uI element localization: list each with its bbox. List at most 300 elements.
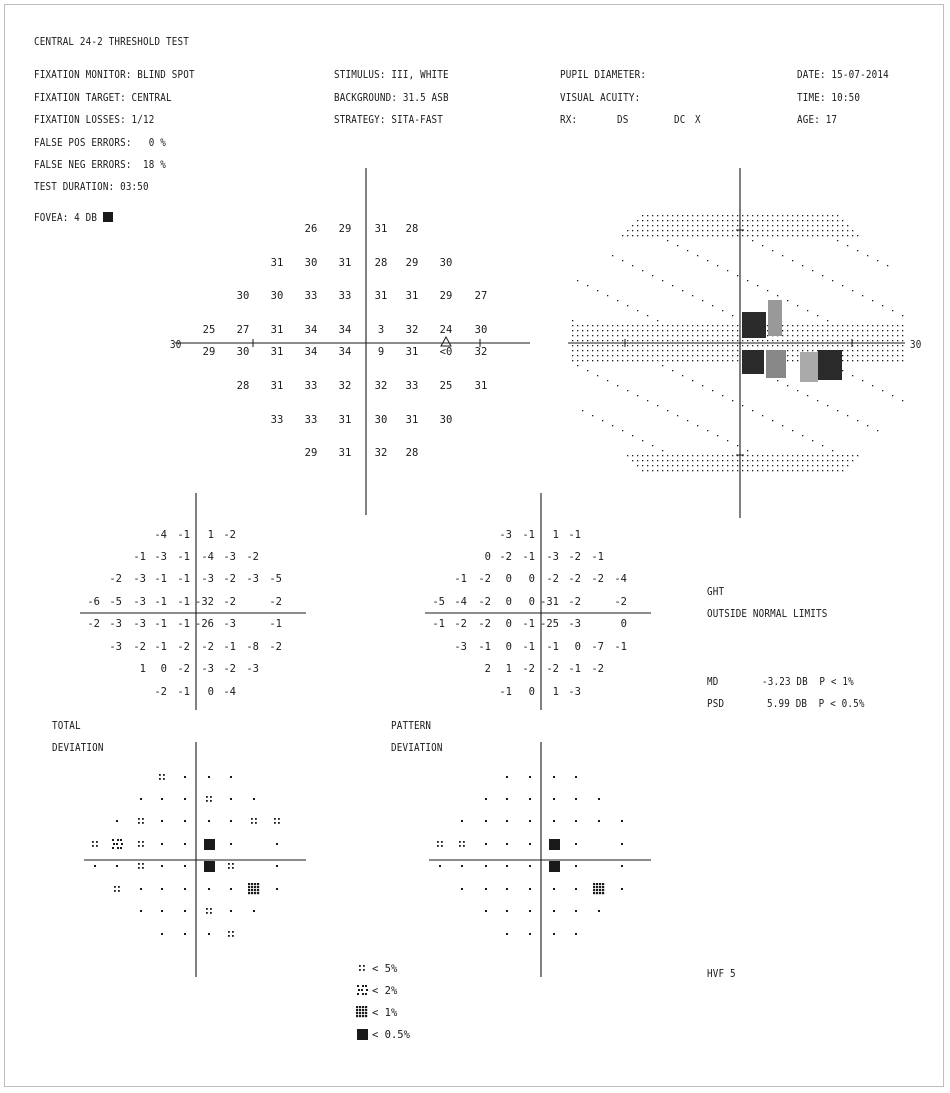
deviation-value: -7	[591, 641, 604, 653]
gray-dot	[742, 215, 743, 216]
deviation-value: -3	[568, 686, 581, 698]
gray-dot	[772, 455, 773, 456]
dot-mark	[94, 865, 96, 867]
gray-dot	[737, 465, 738, 466]
gray-dot	[697, 325, 698, 326]
gray-dot	[692, 235, 693, 236]
p05-mark	[357, 1029, 368, 1040]
gray-dot	[722, 345, 723, 346]
gray-dot	[632, 355, 633, 356]
gray-dot	[812, 345, 813, 346]
symbol-dot	[506, 776, 508, 778]
gray-dot	[887, 355, 888, 356]
gray-dot	[747, 470, 748, 471]
symbol-dot	[230, 888, 232, 890]
gray-dot	[632, 340, 633, 341]
gray-dot	[587, 350, 588, 351]
dot-mark	[621, 888, 623, 890]
p1-mark	[596, 886, 598, 888]
gray-dot	[587, 325, 588, 326]
gray-dot	[657, 455, 658, 456]
gray-dot	[727, 235, 728, 236]
gray-dot	[842, 220, 843, 221]
p1-mark	[257, 889, 259, 891]
gray-dot	[702, 220, 703, 221]
symbol-p5	[206, 796, 212, 802]
symbol-dot	[184, 865, 186, 867]
gray-dot	[842, 335, 843, 336]
gray-dot	[862, 360, 863, 361]
gray-dot	[732, 340, 733, 341]
gray-dot	[817, 235, 818, 236]
gray-dot	[802, 340, 803, 341]
test-duration: TEST DURATION: 03:50	[34, 181, 149, 193]
gray-dot	[662, 215, 663, 216]
gray-dot	[752, 455, 753, 456]
gray-dot	[582, 345, 583, 346]
gray-dot	[737, 445, 738, 446]
dot-mark	[553, 798, 555, 800]
gray-dot	[617, 340, 618, 341]
gray-dot	[762, 215, 763, 216]
gray-dot	[897, 360, 898, 361]
gray-dot	[737, 215, 738, 216]
gray-dot	[642, 340, 643, 341]
gray-dot	[847, 325, 848, 326]
symbol-dot	[621, 865, 623, 867]
deviation-value: -3	[246, 663, 259, 675]
gray-dot	[647, 330, 648, 331]
gray-dot	[732, 215, 733, 216]
gray-dot	[627, 305, 628, 306]
gray-dot	[712, 470, 713, 471]
gray-dot	[757, 220, 758, 221]
symbol-dot	[575, 933, 577, 935]
threshold-value: 28	[405, 447, 419, 459]
threshold-value: 30	[270, 290, 284, 302]
dot-mark	[230, 776, 232, 778]
p5-mark	[255, 818, 257, 820]
gray-dot	[737, 460, 738, 461]
gray-dot	[602, 345, 603, 346]
threshold-values	[203, 223, 488, 459]
gray-dot	[897, 340, 898, 341]
gray-dot	[802, 215, 803, 216]
gray-dot	[592, 330, 593, 331]
gray-dot	[627, 355, 628, 356]
gray-dot	[652, 325, 653, 326]
gray-dot	[657, 405, 658, 406]
deviation-value: -5	[432, 596, 445, 608]
gray-dot	[572, 350, 573, 351]
gray-dot	[632, 330, 633, 331]
p1-mark	[593, 883, 595, 885]
gray-dot	[642, 355, 643, 356]
threshold-value: 33	[304, 380, 318, 392]
gray-dot	[677, 350, 678, 351]
gray-dot	[887, 330, 888, 331]
gray-dot	[582, 325, 583, 326]
gray-dot	[847, 350, 848, 351]
threshold-value: 31	[270, 346, 284, 358]
gray-dot	[667, 335, 668, 336]
gray-dot	[842, 360, 843, 361]
gray-dot	[852, 350, 853, 351]
symbol-p2	[357, 985, 368, 995]
gray-dot	[697, 355, 698, 356]
gray-dot	[877, 360, 878, 361]
p1-mark	[602, 883, 604, 885]
p2-mark	[357, 985, 359, 987]
gray-dot	[692, 335, 693, 336]
gray-dot	[722, 355, 723, 356]
gray-dot	[657, 235, 658, 236]
gray-dot	[632, 345, 633, 346]
dot-mark	[140, 888, 142, 890]
gray-dot	[732, 225, 733, 226]
gray-dot	[712, 355, 713, 356]
p5-mark	[138, 818, 140, 820]
gray-dot	[857, 420, 858, 421]
gray-dot	[872, 350, 873, 351]
gray-dot	[842, 455, 843, 456]
deviation-value: -1	[499, 686, 512, 698]
gray-dot	[892, 360, 893, 361]
gray-dot	[652, 330, 653, 331]
gray-dot	[822, 215, 823, 216]
symbol-dot	[184, 933, 186, 935]
gray-dot	[847, 465, 848, 466]
gray-dot	[712, 215, 713, 216]
p1-mark	[248, 883, 250, 885]
gray-dot	[797, 235, 798, 236]
gray-dot	[682, 225, 683, 226]
gray-dot	[722, 470, 723, 471]
p5-mark	[232, 863, 234, 865]
gray-dot	[857, 360, 858, 361]
dot-mark	[575, 776, 577, 778]
p5-mark	[278, 818, 280, 820]
gray-dot	[722, 360, 723, 361]
threshold-value: 30	[236, 290, 250, 302]
gray-dot	[792, 230, 793, 231]
gray-dot	[882, 360, 883, 361]
total-deviation-probability-axes	[84, 742, 306, 977]
gray-dot	[752, 345, 753, 346]
gray-dot	[817, 225, 818, 226]
gray-dot	[782, 465, 783, 466]
p1-mark	[254, 883, 256, 885]
gray-dot	[762, 340, 763, 341]
gray-dot	[662, 235, 663, 236]
gray-dot	[847, 335, 848, 336]
gray-dot	[587, 330, 588, 331]
gray-dot	[662, 220, 663, 221]
gray-dot	[902, 400, 903, 401]
gray-dot	[722, 325, 723, 326]
rx-x: X	[695, 114, 701, 126]
gray-dot	[852, 460, 853, 461]
symbol-dot	[208, 888, 210, 890]
gray-dot	[602, 350, 603, 351]
dot-mark	[621, 820, 623, 822]
gray-dot	[652, 230, 653, 231]
gray-dot	[642, 440, 643, 441]
gray-dot	[712, 465, 713, 466]
gray-dot	[592, 345, 593, 346]
gray-dot	[637, 235, 638, 236]
device-label: HVF 5	[707, 968, 736, 980]
symbol-dot	[506, 888, 508, 890]
threshold-value: 31	[474, 380, 488, 392]
gray-dot	[602, 355, 603, 356]
p5-mark	[142, 841, 144, 843]
p1-mark	[365, 1009, 367, 1011]
symbol-dot	[140, 888, 142, 890]
p1-mark	[356, 1009, 358, 1011]
gray-dot	[857, 340, 858, 341]
gray-dot	[707, 230, 708, 231]
symbol-p5	[138, 841, 144, 847]
dot-mark	[140, 910, 142, 912]
p5-mark	[255, 822, 257, 824]
gray-dot	[792, 225, 793, 226]
gray-dot	[607, 380, 608, 381]
gray-dot	[717, 460, 718, 461]
gray-dot	[757, 340, 758, 341]
threshold-value: 29	[338, 223, 352, 235]
symbol-p5	[459, 841, 465, 847]
gray-dot	[672, 220, 673, 221]
gray-dot	[837, 325, 838, 326]
gray-dot	[642, 350, 643, 351]
gray-dot	[692, 460, 693, 461]
gray-dot	[627, 330, 628, 331]
gray-dot	[662, 330, 663, 331]
gray-dot	[852, 455, 853, 456]
dot-mark	[208, 820, 210, 822]
symbol-dot	[461, 820, 463, 822]
gray-dot	[662, 340, 663, 341]
gray-dot	[817, 340, 818, 341]
gray-dot	[787, 345, 788, 346]
gray-dot	[672, 325, 673, 326]
gray-dot	[687, 220, 688, 221]
gray-dot	[682, 470, 683, 471]
gray-dot	[787, 350, 788, 351]
gray-dot	[707, 215, 708, 216]
gray-dot	[652, 355, 653, 356]
p5-mark	[228, 863, 230, 865]
gray-dot	[782, 235, 783, 236]
gray-dot	[577, 325, 578, 326]
deviation-value: -1	[546, 641, 559, 653]
gray-dot	[707, 460, 708, 461]
gray-dot	[832, 450, 833, 451]
gray-dot	[782, 255, 783, 256]
p5-mark	[142, 845, 144, 847]
gray-dot	[727, 220, 728, 221]
threshold-value: 33	[338, 290, 352, 302]
deviation-value: -1	[522, 641, 535, 653]
symbol-dot	[184, 776, 186, 778]
total-deviation-label-1: TOTAL	[52, 720, 81, 732]
gray-dot	[742, 470, 743, 471]
deviation-value: -26	[195, 618, 214, 630]
symbol-dot	[461, 888, 463, 890]
symbol-p5	[274, 818, 280, 824]
dot-mark	[184, 910, 186, 912]
gray-dot	[697, 425, 698, 426]
gray-dot	[762, 245, 763, 246]
gray-dot	[792, 220, 793, 221]
gray-dot	[847, 245, 848, 246]
gray-dot	[902, 315, 903, 316]
p1-mark	[365, 1006, 367, 1008]
p1-mark	[251, 886, 253, 888]
gray-dot	[772, 460, 773, 461]
p1-mark	[365, 1015, 367, 1017]
deviation-value: 0	[505, 618, 512, 630]
gray-dot	[737, 360, 738, 361]
gray-dot	[802, 455, 803, 456]
gray-dot	[617, 350, 618, 351]
p1-mark	[599, 886, 601, 888]
gray-dot	[702, 325, 703, 326]
gray-dot	[682, 215, 683, 216]
gray-dot	[802, 325, 803, 326]
gray-dot	[692, 355, 693, 356]
gray-dot	[727, 215, 728, 216]
threshold-value: 33	[304, 290, 318, 302]
gray-dot	[672, 345, 673, 346]
gray-dot	[767, 460, 768, 461]
gray-dot	[787, 470, 788, 471]
gray-dot	[807, 350, 808, 351]
symbol-dot	[575, 888, 577, 890]
threshold-value: 30	[439, 414, 453, 426]
gray-dot	[727, 360, 728, 361]
gray-dot	[592, 335, 593, 336]
gray-dot	[637, 355, 638, 356]
gray-dot	[902, 330, 903, 331]
symbol-dot	[161, 798, 163, 800]
gray-dot	[732, 335, 733, 336]
gray-dot	[637, 335, 638, 336]
gray-dot	[787, 300, 788, 301]
gray-dot	[647, 335, 648, 336]
gray-dot	[617, 355, 618, 356]
gray-dot	[677, 415, 678, 416]
gray-dot	[627, 345, 628, 346]
gray-dot	[597, 350, 598, 351]
gray-dot	[697, 225, 698, 226]
p5-mark	[459, 841, 461, 843]
gray-dot	[587, 360, 588, 361]
gray-dot	[792, 470, 793, 471]
gray-dot	[667, 225, 668, 226]
gray-dot	[857, 350, 858, 351]
gray-dot	[787, 385, 788, 386]
p1-mark	[359, 1012, 361, 1014]
gray-dot	[592, 415, 593, 416]
p1-mark	[359, 1015, 361, 1017]
gray-dot	[652, 470, 653, 471]
gray-dot	[882, 390, 883, 391]
dot-mark	[161, 865, 163, 867]
gray-dot	[757, 235, 758, 236]
gray-dot	[622, 430, 623, 431]
gray-dot	[902, 350, 903, 351]
gray-dot	[902, 335, 903, 336]
fixation-losses: FIXATION LOSSES: 1/12	[34, 114, 155, 126]
gray-dot	[737, 225, 738, 226]
gray-dot	[682, 235, 683, 236]
gray-dot	[707, 430, 708, 431]
gray-dot	[847, 330, 848, 331]
gray-dot	[777, 465, 778, 466]
gray-dot	[802, 350, 803, 351]
gray-dot	[802, 220, 803, 221]
gray-dot	[717, 220, 718, 221]
gray-dot	[697, 330, 698, 331]
gray-dot	[727, 325, 728, 326]
p5-mark	[138, 841, 140, 843]
gray-dot	[802, 345, 803, 346]
gray-dot	[667, 325, 668, 326]
gray-dot	[832, 455, 833, 456]
gray-dot	[887, 350, 888, 351]
deviation-value: -3	[454, 641, 467, 653]
dot-mark	[529, 843, 531, 845]
gray-dot	[667, 340, 668, 341]
gray-dot	[807, 465, 808, 466]
gray-dot	[682, 360, 683, 361]
dot-mark	[208, 933, 210, 935]
gray-dot	[802, 465, 803, 466]
gray-dot	[672, 455, 673, 456]
gray-dot	[817, 335, 818, 336]
gray-dot	[892, 330, 893, 331]
gray-dot	[722, 455, 723, 456]
gray-dot	[667, 220, 668, 221]
gray-dot	[862, 340, 863, 341]
gray-dot	[642, 345, 643, 346]
gray-dot	[822, 335, 823, 336]
symbol-dot	[529, 776, 531, 778]
symbol-dot	[506, 933, 508, 935]
p5-mark	[138, 863, 140, 865]
p1-mark	[596, 883, 598, 885]
gray-dot	[747, 235, 748, 236]
gray-dot	[702, 300, 703, 301]
gray-dot	[827, 340, 828, 341]
deviation-value: -1	[454, 573, 467, 585]
dot-mark	[184, 888, 186, 890]
gray-dot	[587, 355, 588, 356]
dot-mark	[529, 798, 531, 800]
gray-dot	[652, 345, 653, 346]
gray-dot	[837, 470, 838, 471]
p5-mark	[118, 890, 120, 892]
gray-dot	[892, 350, 893, 351]
gray-dot	[642, 460, 643, 461]
deviation-value: -1	[154, 618, 167, 630]
gray-dot	[802, 330, 803, 331]
symbol-dot	[485, 820, 487, 822]
gray-dot	[692, 215, 693, 216]
gray-dot	[827, 220, 828, 221]
